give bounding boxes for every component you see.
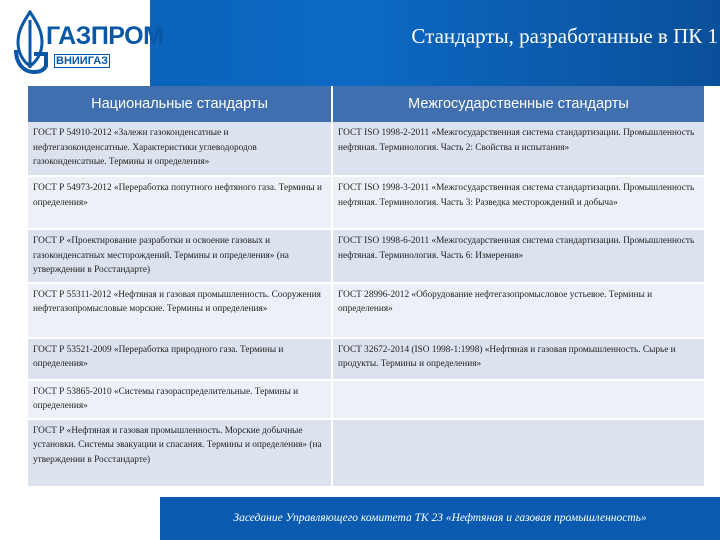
- page-title: Стандарты, разработанные в ПК 1: [411, 24, 718, 48]
- interstate-standard-cell: ГОСТ 28996-2012 «Оборудование нефтегазопромысловое устьевое. Термины и определения»: [332, 283, 704, 338]
- national-standard-cell: ГОСТ Р 54973-2012 «Переработка попутного нефтяного газа. Термины и определения»: [28, 176, 332, 229]
- interstate-standard-cell: ГОСТ ISO 1998-3-2011 «Межгосударственная система стандартизации. Промышленность нефтяная. Терминология. Часть 3: Разведка месторождений и добыча»: [332, 176, 704, 229]
- logo-subtitle: [54, 54, 110, 68]
- footer-text: Заседание Управляющего комитета ТК 23 «Нефтяная и газовая промышленность»: [233, 512, 647, 524]
- footer-bar: [160, 497, 720, 540]
- interstate-standard-cell: ГОСТ ISO 1998-2-2011 «Межгосударственная система стандартизации. Промышленность нефтяная. Терминология. Часть 2: Свойства и испытания»: [332, 122, 704, 176]
- table-row: [28, 176, 704, 229]
- table-row: [28, 338, 704, 380]
- gazprom-flame-icon: [12, 10, 48, 74]
- column-header-interstate: Межгосударственные стандарты: [332, 86, 704, 122]
- logo-subtitle-text: ВНИИГАЗ: [56, 55, 109, 67]
- logo-wordmark: ГАЗПРОМ: [46, 22, 164, 50]
- logo: [0, 0, 164, 86]
- interstate-standard-cell: ГОСТ ISO 1998-6-2011 «Межгосударственная система стандартизации. Промышленность нефтяная. Терминология. Часть 6: Измерения»: [332, 229, 704, 283]
- table-row: [28, 380, 704, 419]
- header-band: [0, 0, 720, 86]
- national-standard-cell: ГОСТ Р 55311-2012 «Нефтяная и газовая промышленность. Сооружения нефтегазопромысловые морские. Термины и определения»: [28, 283, 332, 338]
- national-standard-cell: ГОСТ Р «Нефтяная и газовая промышленность. Морские добычные установки. Системы эвакуации и спасания. Термины и определения» (на утверждении в Росстандарте): [28, 419, 332, 487]
- table-row: [28, 229, 704, 283]
- interstate-standard-cell: ГОСТ 32672-2014 (ISO 1998-1:1998) «Нефтяная и газовая промышленность. Сырье и продукты. Термины и определения»: [332, 338, 704, 380]
- table-header-row: [28, 86, 704, 122]
- national-standard-cell: ГОСТ Р «Проектирование разработки и освоение газовых и газоконденсатных месторождений. Термины и определения» (на утверждении в Росстандарте): [28, 229, 332, 283]
- table-row: [28, 122, 704, 176]
- standards-table: [28, 86, 704, 488]
- table-row: [28, 419, 704, 487]
- column-header-national: Национальные стандарты: [28, 86, 332, 122]
- national-standard-cell: ГОСТ Р 54910-2012 «Залежи газоконденсатные и нефтегазоконденсатные. Характеристики углеводородов газоконденсатные. Термины и определения»: [28, 122, 332, 176]
- interstate-standard-cell: [332, 419, 704, 487]
- footer: [0, 497, 720, 540]
- national-standard-cell: ГОСТ Р 53521-2009 «Переработка природного газа. Термины и определения»: [28, 338, 332, 380]
- table-row: [28, 283, 704, 338]
- national-standard-cell: ГОСТ Р 53865-2010 «Системы газораспределительные. Термины и определения»: [28, 380, 332, 419]
- interstate-standard-cell: [332, 380, 704, 419]
